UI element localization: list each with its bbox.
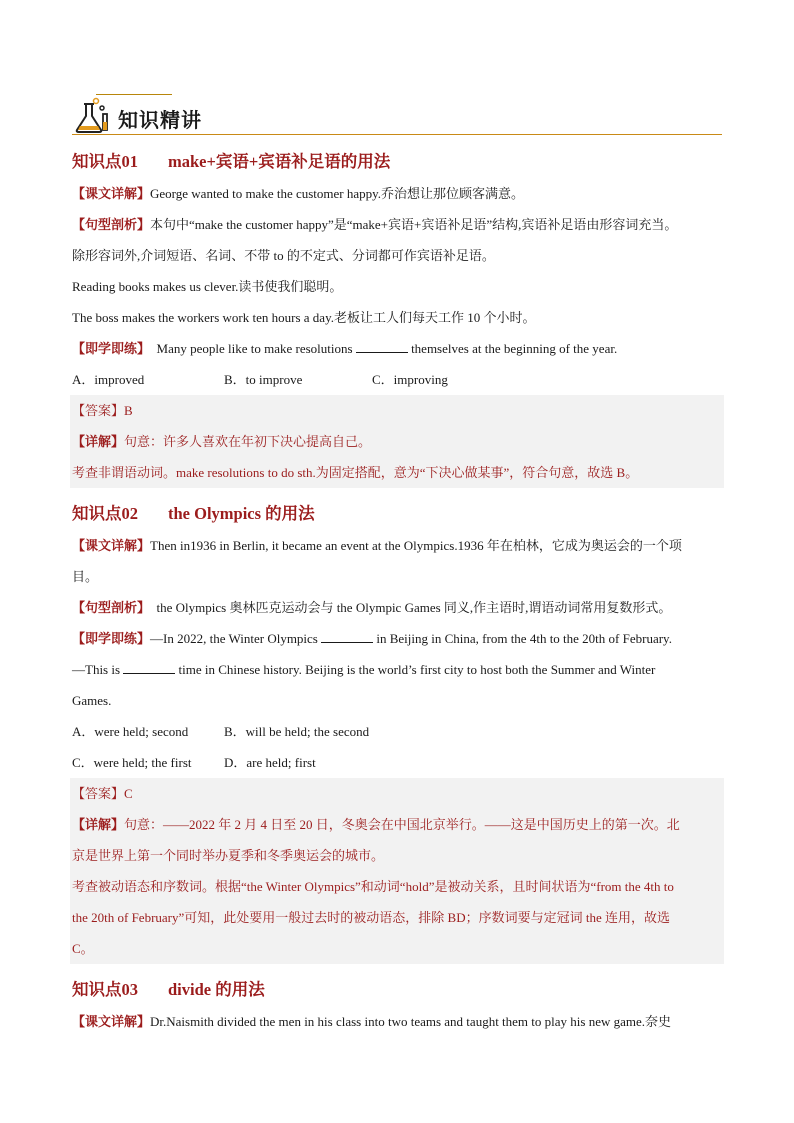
question-line: —This is time in Chinese history. Beijing is the world’s first city to host both the Summer and Winter [72, 662, 656, 677]
header-title: 知识精讲 [118, 108, 202, 132]
text-explain: 【课文详解】Then in1936 in Berlin, it became an event at the Olympics.1936 年在柏林，它成为奥运会的一个项 [72, 538, 682, 553]
kp-title: the Olympics 的用法 [168, 504, 315, 523]
answer-box [70, 778, 724, 964]
detail: 京是世界上第一个同时举办夏季和冬季奥运会的城市。 [72, 848, 385, 863]
kp-number: 知识点02 [72, 504, 138, 523]
answer-blank [321, 632, 373, 643]
options [72, 364, 722, 395]
detail: 【详解】句意：许多人喜欢在年初下决心提高自己。 [72, 434, 372, 449]
section-header [72, 90, 722, 136]
options [72, 747, 722, 778]
option-c: C．improving [372, 372, 448, 387]
answer-box [70, 395, 724, 488]
option-b: B．to improve [224, 372, 303, 387]
knowledge-point-title [72, 500, 722, 524]
practice-question: 【即学即练】—In 2022, the Winter Olympics in Beijing in China, from the 4th to the 20th of February. [72, 631, 672, 646]
knowledge-point-title [72, 148, 722, 172]
answer: 【答案】C [72, 786, 133, 801]
answer-blank [123, 663, 175, 674]
detail: 考查非谓语动词。make resolutions to do sth.为固定搭配，意为“下决心做某事”，符合句意，故选 B。 [72, 465, 639, 480]
option-b: B．will be held; the second [224, 724, 370, 739]
practice-question: 【即学即练】 Many people like to make resolutions themselves at the beginning of the year. [72, 341, 618, 356]
knowledge-point-title [72, 976, 722, 1000]
option-a: A．improved [72, 372, 145, 387]
kp-number: 知识点01 [72, 152, 138, 171]
header-rule [72, 134, 722, 135]
option-a: A．were held; second [72, 724, 189, 739]
paragraph: 除形容词外,介词短语、名词、不带 to 的不定式、分词都可作宾语补足语。 [72, 248, 495, 263]
kp-title: make+宾语+宾语补足语的用法 [168, 152, 391, 171]
header-top-line [96, 94, 172, 95]
options [72, 716, 722, 747]
detail: 考查被动语态和序数词。根据“the Winter Olympics”和动词“hold”是被动关系，且时间状语为“from the 4th to [72, 879, 674, 894]
example-sentence: Reading books makes us clever.读书使我们聪明。 [72, 279, 343, 294]
example-sentence: The boss makes the workers work ten hours a day.老板让工人们每天工作 10 个小时。 [72, 310, 536, 325]
answer: 【答案】B [72, 403, 133, 418]
text-explain: 【课文详解】Dr.Naismith divided the men in his class into two teams and taught them to play his new game.奈史 [72, 1014, 672, 1029]
option-d: D．are held; first [224, 755, 316, 770]
detail: 【详解】句意：——2022 年 2 月 4 日至 20 日，冬奥会在中国北京举行。——这是中国历史上的第一次。北 [72, 817, 680, 832]
sentence-analysis: 【句型剖析】 the Olympics 奥林匹克运动会与 the Olympic Games 同义,作主语时,谓语动词常用复数形式。 [72, 600, 672, 615]
flask-icon [72, 96, 112, 134]
option-c: C．were held; the first [72, 755, 192, 770]
paragraph: 目。 [72, 569, 99, 584]
detail: the 20th of February”可知，此处要用一般过去时的被动语态，排除 BD；序数词要与定冠词 the 连用，故选 [72, 910, 670, 925]
question-line: Games. [72, 693, 112, 708]
answer-blank [356, 342, 408, 353]
document-page [72, 90, 722, 1037]
kp-title: divide 的用法 [168, 980, 265, 999]
text-explain: 【课文详解】George wanted to make the customer happy.乔治想让那位顾客满意。 [72, 186, 525, 201]
kp-number: 知识点03 [72, 980, 138, 999]
detail: C。 [72, 941, 94, 956]
sentence-analysis: 【句型剖析】本句中“make the customer happy”是“make+宾语+宾语补足语”结构,宾语补足语由形容词充当。 [72, 217, 678, 232]
